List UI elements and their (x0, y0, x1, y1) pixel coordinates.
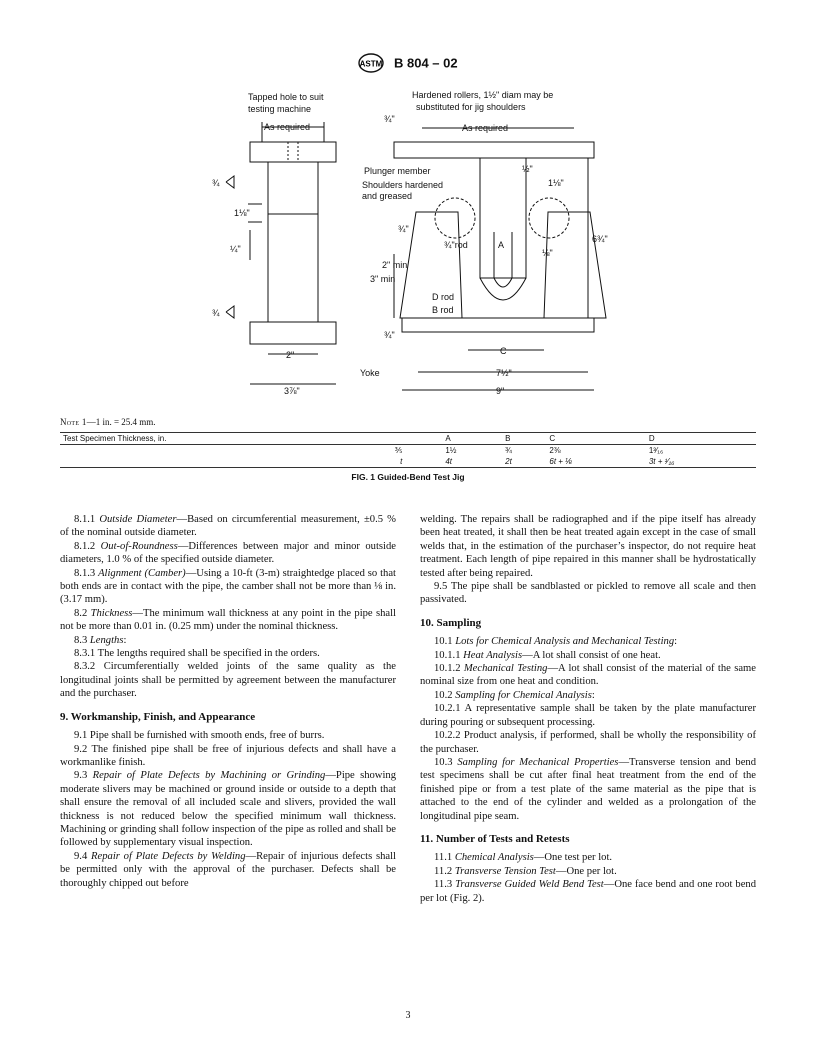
label-three-quarter-rod: ¾"rod (444, 240, 468, 250)
label-rollers-2: substituted for jig shoulders (416, 102, 526, 112)
label-as-required-right: As required (462, 123, 509, 133)
table-header: B (502, 433, 546, 445)
label-d-rod: D rod (432, 292, 455, 302)
table-cell: 2⅜ (549, 446, 561, 455)
table-row (60, 445, 756, 457)
page-number: 3 (405, 1010, 411, 1021)
label-three-min: 3" min (370, 274, 396, 284)
label-b-rod: B rod (432, 305, 454, 315)
label-dim-3-4-left-top: ¾ (212, 178, 220, 188)
left-column (60, 513, 396, 890)
section-10-heading: 10. Sampling (420, 616, 482, 629)
table-header: D (646, 433, 756, 445)
label-rollers-1: Hardened rollers, 1½" diam may be (412, 90, 554, 100)
page-header (0, 53, 816, 73)
label-as-required-left: As required (264, 122, 311, 132)
label-dim-3-4-side: ¾" (398, 224, 409, 234)
paragraph-8-3-1: 8.3.1 The lengths required shall be specified in the orders. (74, 648, 320, 660)
label-dim-1-1-8-right: 1⅛" (548, 178, 564, 188)
label-two-min: 2" min (382, 260, 408, 270)
label-shoulders-2: and greased (362, 191, 413, 201)
table-cell: 3t + ¹⁄₁₆ (646, 456, 756, 468)
guided-bend-jig-drawing (212, 82, 608, 412)
label-dim-1-1-8-left: 1⅛" (234, 208, 250, 218)
table-header: C (546, 433, 645, 445)
table-cell: 2t (502, 456, 546, 468)
paragraph-11-3: 11.3 Transverse Guided Weld Bend Test—One face bend and one root bend per lot (Fig. 2). (420, 879, 757, 904)
note-label: Note 1 (60, 417, 87, 427)
figure-caption: FIG. 1 Guided-Bend Test Jig (351, 472, 465, 482)
label-dim-6-3-4: 6¾" (592, 234, 608, 244)
paragraph-8-2: 8.2 Thickness—The minimum wall thickness at any point in the pipe shall not be more than 0.01 in. (0.25 mm) under the nominal thickness. (60, 607, 396, 633)
label-dim-3-7-8: 3⅞" (284, 386, 300, 396)
paragraph-10-1-1: 10.1.1 Heat Analysis—A lot shall consist of one heat. (434, 649, 661, 661)
paragraph-10-1-2: 10.1.2 Mechanical Testing—A lot shall consist of the material of the same nominal size from one heat and condition. (420, 663, 756, 688)
paragraph-8-1-3: 8.1.3 Alignment (Camber)—Using a 10-ft (3-m) straightedge placed so that both ends are in contact with the pipe, the camber shall not be more than ⅛ in. (3.17 mm). (60, 567, 396, 606)
table-cell: 1³⁄₁₆ (648, 446, 664, 455)
label-dim-1-8: ⅛" (542, 248, 553, 258)
label-dim-7-1-2: 7½" (496, 368, 512, 378)
paragraph-10-2-1: 10.2.1 A representative sample shall be taken by the plate manufacturer during pouring or subsequent processing. (420, 703, 756, 728)
paragraph-9-3: 9.3 Repair of Plate Defects by Machining or Grinding—Pipe showing moderate slivers may be machined or ground inside or outside to a depth that shall ensure the removal of all included scale and slivers, provided the wall thickness is not reduced below the specified minimum wall thickness. Machining or grinding shall follow inspection of the pipe as rolled and shall be followed by supplementary visual inspection. (60, 770, 396, 849)
paragraph-10-1: 10.1 Lots for Chemical Analysis and Mechanical Testing: (434, 636, 678, 648)
left-view (226, 122, 336, 384)
astm-logo-icon (358, 53, 384, 73)
paragraph-9-1: 9.1 Pipe shall be furnished with smooth ends, free of burrs. (74, 730, 325, 742)
label-dim-3-4-top-right: ¾" (384, 114, 395, 124)
paragraph-8-3-2: 8.3.2 Circumferentially welded joints of the same quality as the longitudinal joints shall be permitted by agreement between the manufacturer and the purchaser. (60, 661, 396, 700)
paragraph-10-2-2: 10.2.2 Product analysis, if performed, shall be wholly the responsibility of the purchaser. (420, 730, 756, 755)
table-cell: 1½ (445, 446, 457, 455)
label-plunger: Plunger member (364, 166, 431, 176)
label-dim-1-2: ½" (522, 164, 533, 174)
paragraph-11-1: 11.1 Chemical Analysis—One test per lot. (434, 852, 613, 864)
label-shoulders-1: Shoulders hardened (362, 180, 444, 190)
table-header-row (60, 433, 756, 445)
label-dim-3-4-base: ¾" (384, 330, 395, 340)
dimension-table (60, 432, 756, 468)
paragraph-9-2: 9.2 The finished pipe shall be free of injurious defects and shall have a workmanlike finish. (60, 743, 396, 768)
svg-text:ASTM: ASTM (360, 59, 383, 69)
label-dim-9: 9" (496, 386, 505, 396)
paragraph-8-1-1: 8.1.1 Outside Diameter—Based on circumferential measurement, ±0.5 % of the nominal outside diameter. (60, 514, 396, 539)
label-tapped-hole-2: testing machine (248, 104, 312, 114)
table-row (60, 456, 756, 468)
label-dim-1-4: ¼" (230, 244, 241, 254)
label-a-dim: A (498, 240, 505, 250)
label-yoke: Yoke (360, 368, 380, 378)
table-header: Test Specimen Thickness, in. (60, 433, 442, 445)
section-11-heading: 11. Number of Tests and Retests (420, 832, 570, 845)
paragraph-10-2: 10.2 Sampling for Chemical Analysis: (434, 689, 595, 701)
note-text: —1 in. = 25.4 mm. (86, 417, 156, 427)
table-cell: ¾ (505, 446, 512, 455)
table-header: A (442, 433, 502, 445)
paragraph-9-4-cont: welding. The repairs shall be radiographed and if the pipe itself has already been heat treated, it shall then be heat treated again except in the case of small welds that, in the estimation of the purchaser’s inspector, do not require heat treatment. Each length of pipe repaired in this manner shall be hydrostatically tested after being repaired. (420, 514, 756, 579)
standard-designation: B 804 – 02 (394, 55, 458, 71)
table-cell: t (60, 456, 442, 468)
table-cell: ⅗ (394, 446, 403, 455)
paragraph-8-3: 8.3 Lengths: (74, 634, 127, 646)
label-dim-2: 2" (286, 350, 295, 360)
right-column (420, 513, 756, 905)
label-tapped-hole-1: Tapped hole to suit (248, 92, 324, 102)
table-cell: 6t + ⅛ (546, 456, 645, 468)
table-cell: 4t (442, 456, 502, 468)
paragraph-8-1-2: 8.1.2 Out-of-Roundness—Differences between major and minor outside diameters, 1.0 % of the specified outside diameter. (60, 540, 396, 566)
figure-note (60, 417, 156, 427)
label-c-dim: C (500, 346, 507, 356)
paragraph-9-4: 9.4 Repair of Plate Defects by Welding—Repair of injurious defects shall be permitted only with the approval of the purchaser. Defects shall be thoroughly chipped out before (60, 850, 396, 889)
paragraph-9-5: 9.5 The pipe shall be sandblasted or pickled to remove all scale and then passivated. (420, 581, 756, 606)
paragraph-11-2: 11.2 Transverse Tension Test—One per lot. (434, 865, 617, 877)
section-9-heading: 9. Workmanship, Finish, and Appearance (60, 710, 256, 723)
label-dim-3-4-left-bot: ¾ (212, 308, 220, 318)
paragraph-10-3: 10.3 Sampling for Mechanical Properties—Transverse tension and bend test specimens shall be cut after final heat treatment from the end of the finished pipe or from a test plate of the same material as the pipe that is attached to the end of the cylinder and welded as a prolongation of the longitudinal pipe seam. (420, 756, 756, 822)
